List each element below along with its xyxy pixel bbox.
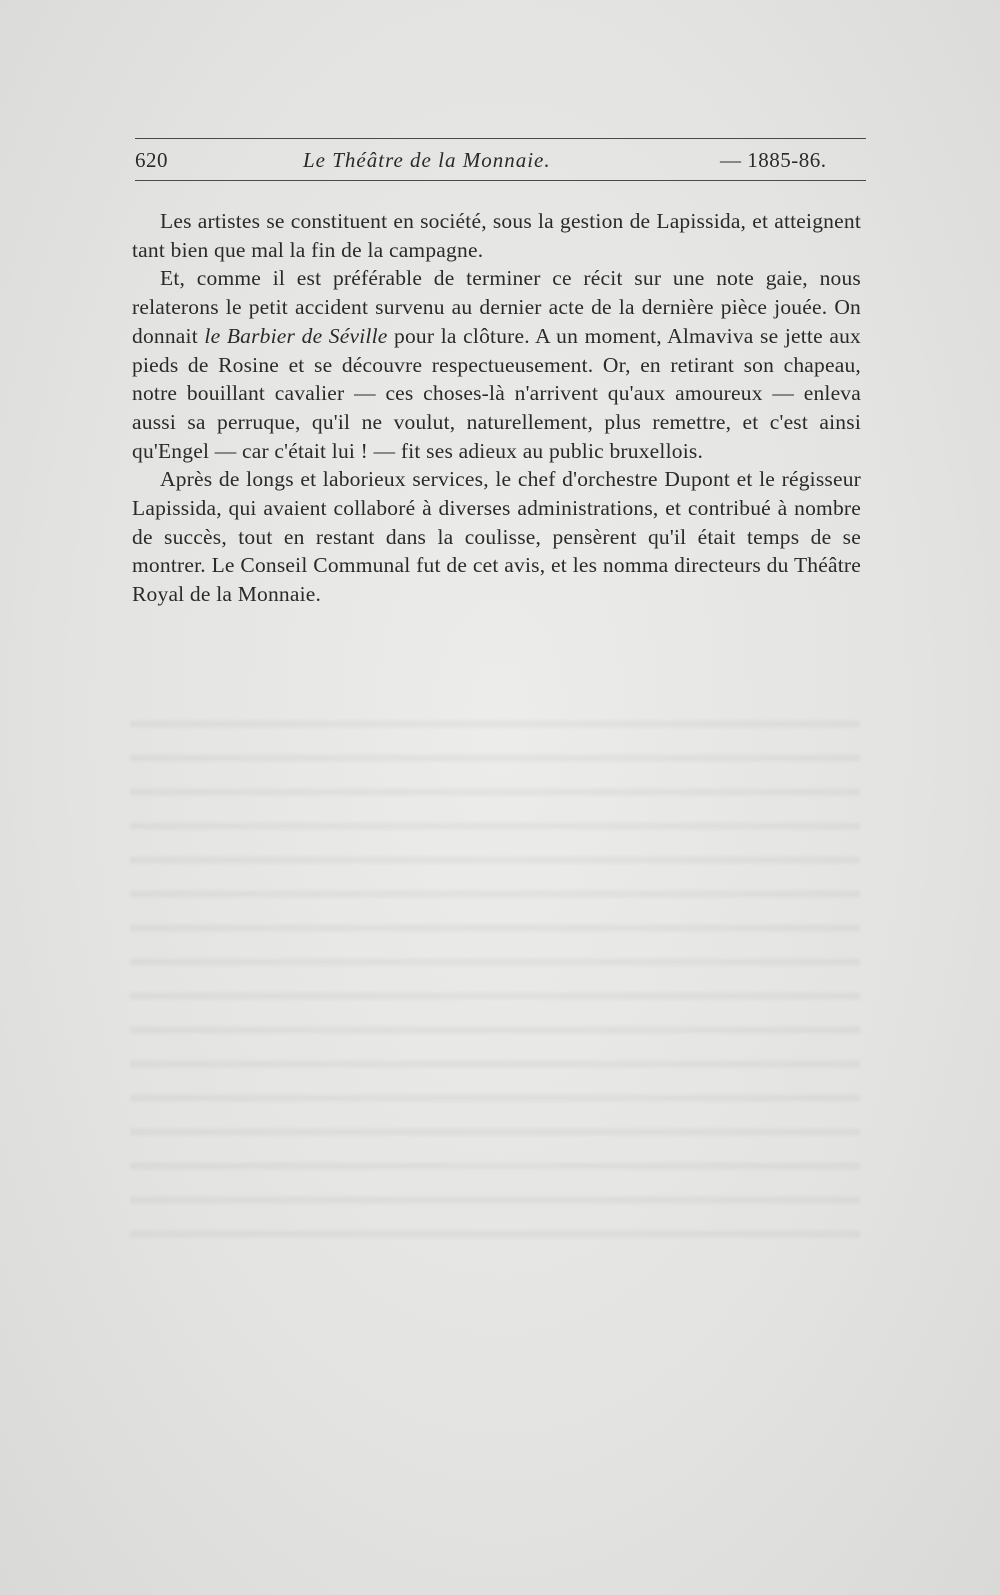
paragraph-2 bbox=[132, 264, 861, 465]
header-rule-top bbox=[135, 138, 866, 139]
header-rule-bottom bbox=[135, 180, 866, 181]
paragraph-3: Après de longs et laborieux services, le chef d'orchestre Dupont et le régisseur Lapissida, qui avaient collaboré à diverses administrations, et contribué à nombre de succès, tout en restant dans la coulisse, pensèrent qu'il était temps de se montrer. Le Conseil Communal fut de cet avis, et les nomma directeurs du Théâtre Royal de la Monnaie. bbox=[132, 467, 861, 607]
body-text bbox=[132, 207, 861, 609]
show-through-texture bbox=[130, 700, 860, 1260]
paragraph-1: Les artistes se constituent en société, sous la gestion de Lapissida, et atteignent tant bien que mal la fin de la campagne. bbox=[132, 209, 861, 262]
page-number: 620 bbox=[135, 148, 168, 172]
header-title: Le Théâtre de la Monnaie. bbox=[303, 148, 551, 172]
header-year: — 1885-86. bbox=[720, 148, 827, 172]
paragraph-2-start: Et, comme il est préférable de terminer ce récit sur une note gaie, nous relaterons le petit accident survenu au dernier acte de la dernière pièce jouée. On donnait bbox=[132, 266, 861, 348]
work-title: le Barbier de Séville bbox=[204, 323, 388, 348]
running-head bbox=[135, 144, 866, 176]
paragraph-2-end: pour la clôture. A un moment, Almaviva se jette aux pieds de Rosine et se découvre respectueusement. Or, en retirant son chapeau, notre bouillant cavalier — ces choses-là n'arrivent qu'aux amoureux — enleva aussi sa perruque, qu'il ne voulut, naturellement, plus remettre, et c'est ainsi qu'Engel — car c'était lui ! — fit ses adieux au public bruxellois. bbox=[132, 323, 861, 463]
